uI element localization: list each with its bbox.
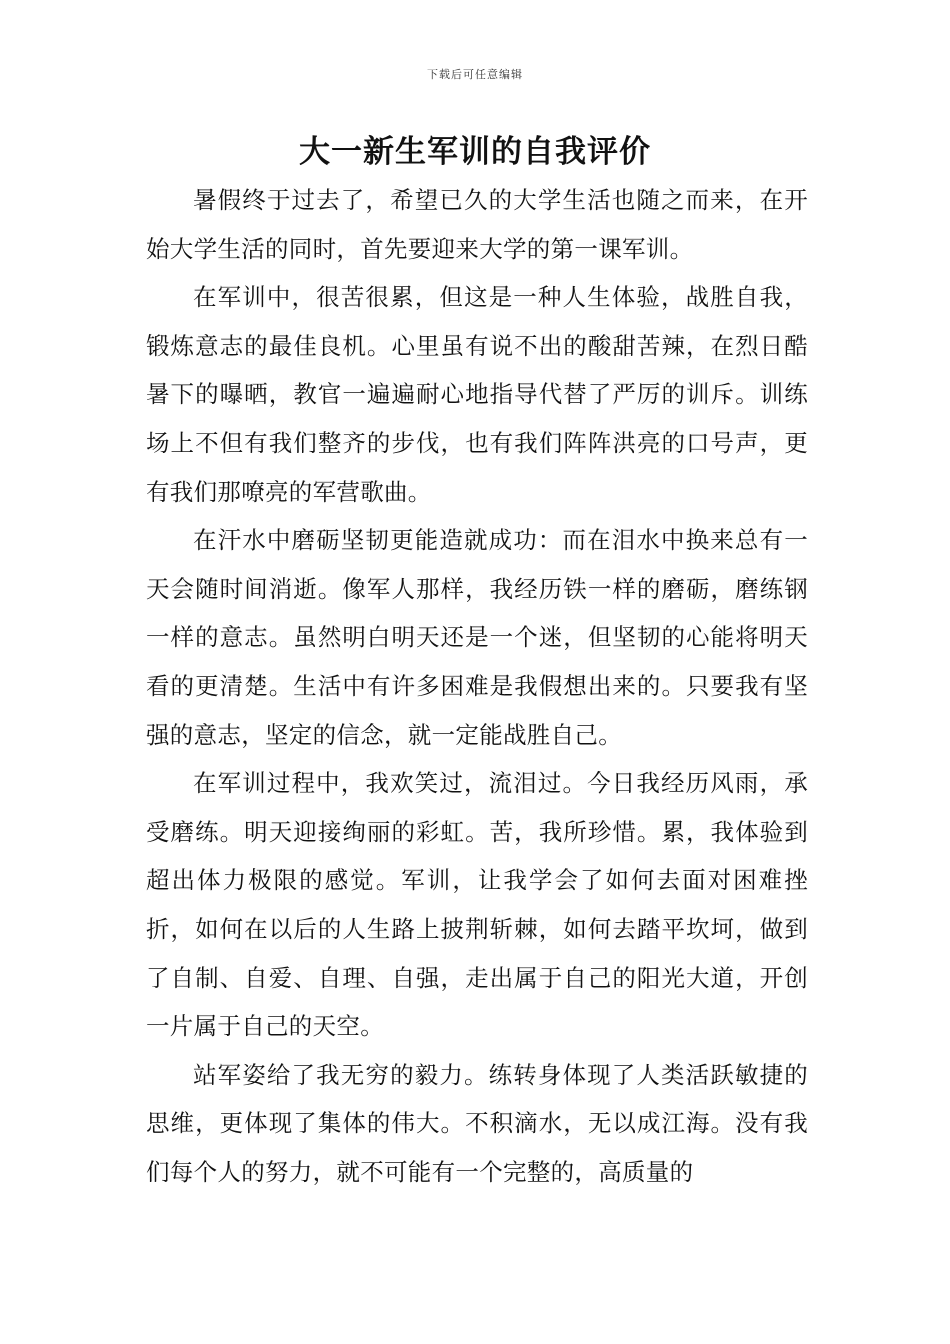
paragraph-4: 在军训过程中，我欢笑过，流泪过。今日我经历风雨，承受磨练。明天迎接绚丽的彩虹。苦，我所珍惜。累，我体验到超出体力极限的感觉。军训，让我学会了如何去面对困难挫折，如何在以后的人生路上披荆斩棘，如何去踏平坎坷，做到了自制、自爱、自理、自强，走出属于自己的阳光大道，开创一片属于自己的天空。 — [146, 769, 808, 1041]
paragraph-5: 站军姿给了我无穷的毅力。练转身体现了人类活跃敏捷的思维，更体现了集体的伟大。不积滴水，无以成江海。没有我们每个人的努力，就不可能有一个完整的，高质量的 — [146, 1060, 808, 1186]
paragraph-3: 在汗水中磨砺坚韧更能造就成功：而在泪水中换来总有一天会随时间消逝。像军人那样，我经历铁一样的磨砺，磨练钢一样的意志。虽然明白明天还是一个迷，但坚韧的心能将明天看的更清楚。生活中有许多困难是我假想出来的。只要我有坚强的意志，坚定的信念，就一定能战胜自己。 — [146, 526, 808, 749]
document-body — [146, 176, 808, 1196]
header-note: 下载后可任意编辑 — [427, 68, 523, 81]
paragraph-1: 暑假终于过去了，希望已久的大学生活也随之而来，在开始大学生活的同时，首先要迎来大学的第一课军训。 — [146, 186, 808, 263]
document-title: 大一新生军训的自我评价 — [299, 134, 651, 170]
paragraph-2: 在军训中，很苦很累，但这是一种人生体验，战胜自我，锻炼意志的最佳良机。心里虽有说不出的酸甜苦辣，在烈日酷暑下的曝晒，教官一遍遍耐心地指导代替了严厉的训斥。训练场上不但有我们整齐的步伐，也有我们阵阵洪亮的口号声，更有我们那嘹亮的军营歌曲。 — [146, 283, 808, 506]
